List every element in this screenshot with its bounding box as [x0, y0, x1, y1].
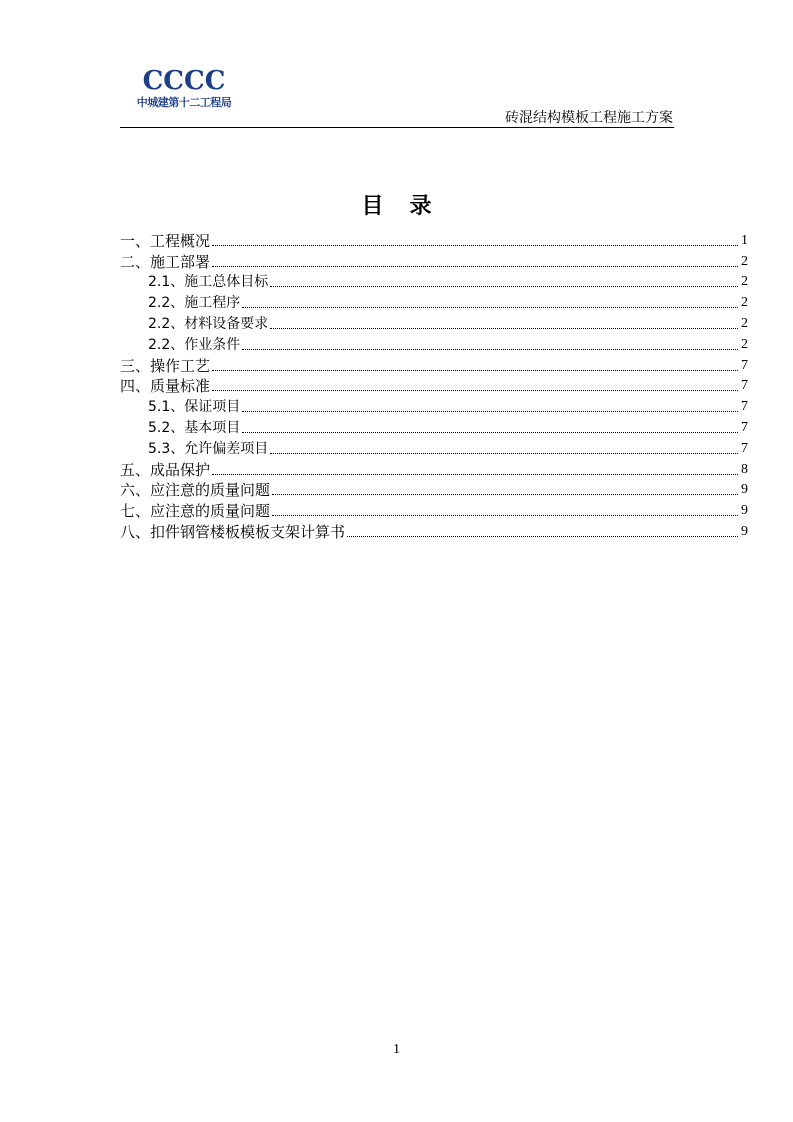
toc-leader-dots	[212, 245, 738, 246]
toc-entry-label: 一、工程概况	[120, 231, 211, 250]
toc-entry-page: 7	[741, 399, 748, 415]
toc-entry-label: 2.1、施工总体目标	[148, 274, 269, 291]
toc-entry-label: 2.2、材料设备要求	[148, 315, 269, 332]
toc-leader-dots	[212, 370, 738, 371]
toc-entry-page: 9	[741, 523, 748, 539]
toc-entry-page: 2	[741, 315, 748, 331]
toc-entry-label: 七、应注意的质量问题	[120, 502, 271, 521]
toc-subentry[interactable]	[120, 395, 748, 416]
toc-entry-page: 2	[741, 274, 748, 290]
toc-entry[interactable]	[120, 479, 748, 500]
toc-entry-label: 5.3、允许偏差项目	[148, 440, 269, 457]
document-title: 砖混结构模板工程施工方案	[505, 110, 673, 126]
toc-entry-page: 2	[741, 295, 748, 311]
toc-entry-label: 5.1、保证项目	[148, 399, 241, 416]
toc-entry-page: 8	[741, 461, 748, 477]
toc-subentry[interactable]	[120, 416, 748, 437]
toc-leader-dots	[242, 349, 738, 350]
toc-entry-label: 五、成品保护	[120, 460, 211, 479]
toc-subentry[interactable]	[120, 312, 748, 333]
toc-entry[interactable]	[120, 354, 748, 375]
toc-subentry[interactable]	[120, 437, 748, 458]
toc-leader-dots	[242, 432, 738, 433]
toc-leader-dots	[242, 411, 738, 412]
toc-entry-page: 2	[741, 253, 748, 269]
logo-mark: CCCC	[142, 66, 226, 96]
toc-entry[interactable]	[120, 499, 748, 520]
toc-leader-dots	[242, 307, 738, 308]
toc-entry-label: 六、应注意的质量问题	[120, 481, 271, 500]
toc-entry-page: 1	[741, 232, 748, 248]
toc-leader-dots	[270, 453, 738, 454]
toc-heading: 目录	[361, 194, 458, 219]
toc-entry-label: 八、扣件钢管楼板模板支架计算书	[120, 522, 346, 541]
company-logo	[128, 68, 240, 110]
toc-entry-label: 2.2、施工程序	[148, 295, 241, 312]
toc-leader-dots	[212, 266, 738, 267]
toc-entry[interactable]	[120, 229, 748, 250]
toc-entry-page: 2	[741, 336, 748, 352]
table-of-contents	[120, 229, 748, 541]
toc-entry-page: 7	[741, 357, 748, 373]
toc-entry-label: 二、施工部署	[120, 252, 211, 271]
toc-leader-dots	[270, 286, 738, 287]
toc-leader-dots	[347, 536, 738, 537]
toc-leader-dots	[212, 390, 738, 391]
toc-entry-page: 7	[741, 440, 748, 456]
toc-entry[interactable]	[120, 458, 748, 479]
toc-entry-page: 9	[741, 503, 748, 519]
toc-subentry[interactable]	[120, 271, 748, 292]
toc-leader-dots	[212, 474, 738, 475]
toc-entry[interactable]	[120, 375, 748, 396]
toc-entry-label: 5.2、基本项目	[148, 419, 241, 436]
page-number: 1	[393, 1042, 400, 1057]
logo-subtitle: 中城建第十二工程局	[136, 96, 232, 109]
header-rule	[120, 127, 674, 128]
toc-entry-label: 三、操作工艺	[120, 356, 211, 375]
toc-entry[interactable]	[120, 250, 748, 271]
toc-entry-page: 9	[741, 482, 748, 498]
toc-entry[interactable]	[120, 520, 748, 541]
toc-leader-dots	[270, 328, 738, 329]
toc-subentry[interactable]	[120, 291, 748, 312]
toc-entry-page: 7	[741, 419, 748, 435]
toc-entry-label: 2.2、作业条件	[148, 336, 241, 353]
toc-leader-dots	[272, 515, 738, 516]
toc-entry-page: 7	[741, 378, 748, 394]
toc-leader-dots	[272, 494, 738, 495]
toc-subentry[interactable]	[120, 333, 748, 354]
toc-entry-label: 四、质量标准	[120, 377, 211, 396]
